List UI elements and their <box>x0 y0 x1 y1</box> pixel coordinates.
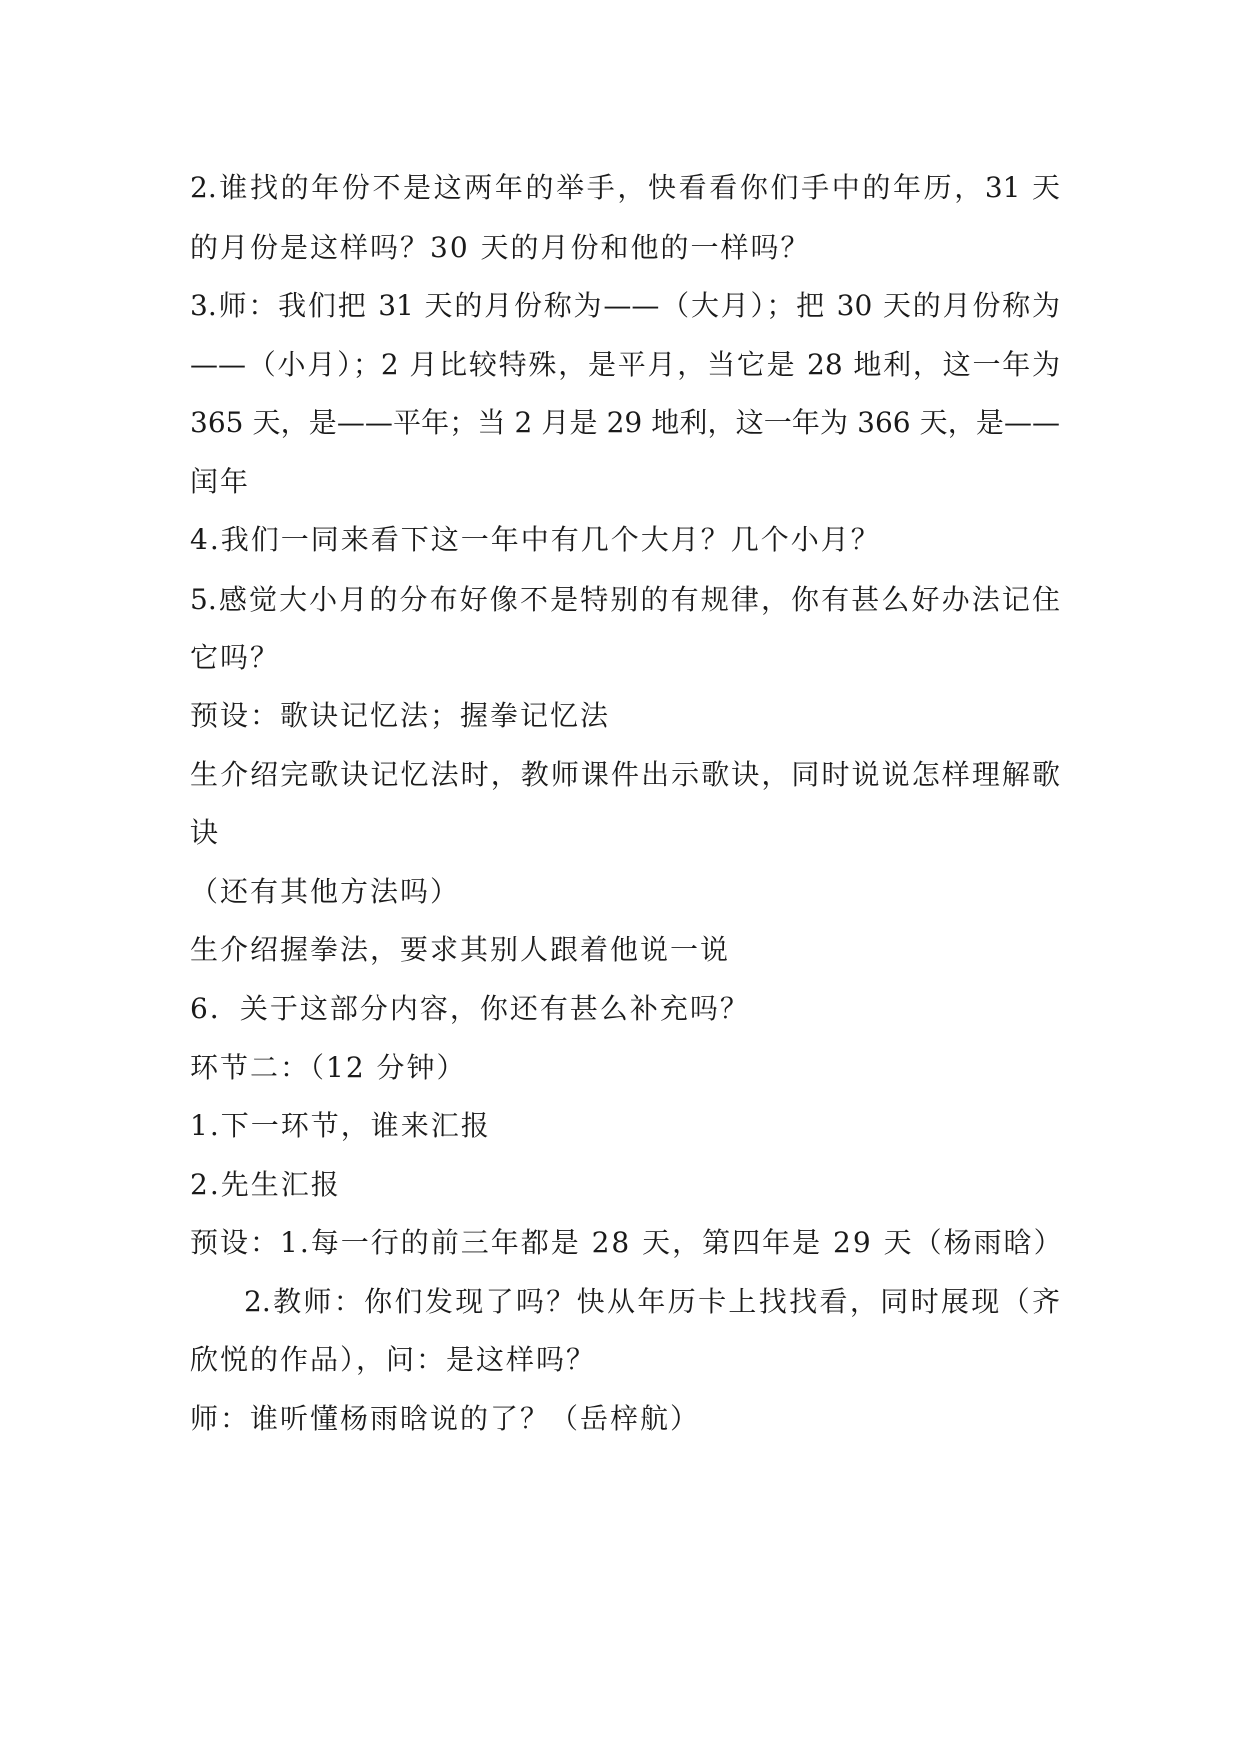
text-line: 2.谁找的年份不是这两年的举手，快看看你们手中的年历，31 天 <box>190 171 1060 204</box>
text-line: 3.师：我们把 31 天的月份称为——（大月）；把 30 天的月份称为 <box>190 289 1060 322</box>
text-line: 闰年 <box>190 465 251 498</box>
text-line: 6．关于这部分内容，你还有甚么补充吗？ <box>190 992 750 1025</box>
text-line: ——（小月）；2 月比较特殊，是平月，当它是 28 地利，这一年为 <box>190 348 1060 381</box>
text-line: 2.教师：你们发现了吗？快从年历卡上找找看，同时展现（齐 <box>244 1285 1060 1318</box>
text-line: 的月份是这样吗？30 天的月份和他的一样吗？ <box>190 231 811 264</box>
text-line: 预设：1.每一行的前三年都是 28 天，第四年是 29 天（杨雨晗） <box>190 1226 1064 1259</box>
text-line: 2.先生汇报 <box>190 1168 341 1201</box>
text-line: 生介绍完歌诀记忆法时，教师课件出示歌诀，同时说说怎样理解歌 <box>190 758 1060 791</box>
text-line: 欣悦的作品），问：是这样吗？ <box>190 1343 597 1376</box>
text-line: 1.下一环节，谁来汇报 <box>190 1109 491 1142</box>
text-line: 365 天，是——平年；当 2 月是 29 地利，这一年为 366 天，是—— <box>190 406 1060 439</box>
text-line: 它吗？ <box>190 641 281 674</box>
text-line: 诀 <box>190 816 221 849</box>
text-line: 生介绍握拳法，要求其别人跟着他说一说 <box>190 933 731 966</box>
text-line: 5.感觉大小月的分布好像不是特别的有规律，你有甚么好办法记住 <box>190 583 1060 616</box>
text-line: 师：谁听懂杨雨晗说的了？（岳梓航） <box>190 1402 701 1435</box>
section-heading: 环节二：（12 分钟） <box>190 1051 467 1084</box>
text-line: （还有其他方法吗） <box>190 875 461 908</box>
text-line: 预设：歌诀记忆法；握拳记忆法 <box>190 699 611 732</box>
text-line: 4.我们一同来看下这一年中有几个大月？几个小月？ <box>190 523 881 556</box>
